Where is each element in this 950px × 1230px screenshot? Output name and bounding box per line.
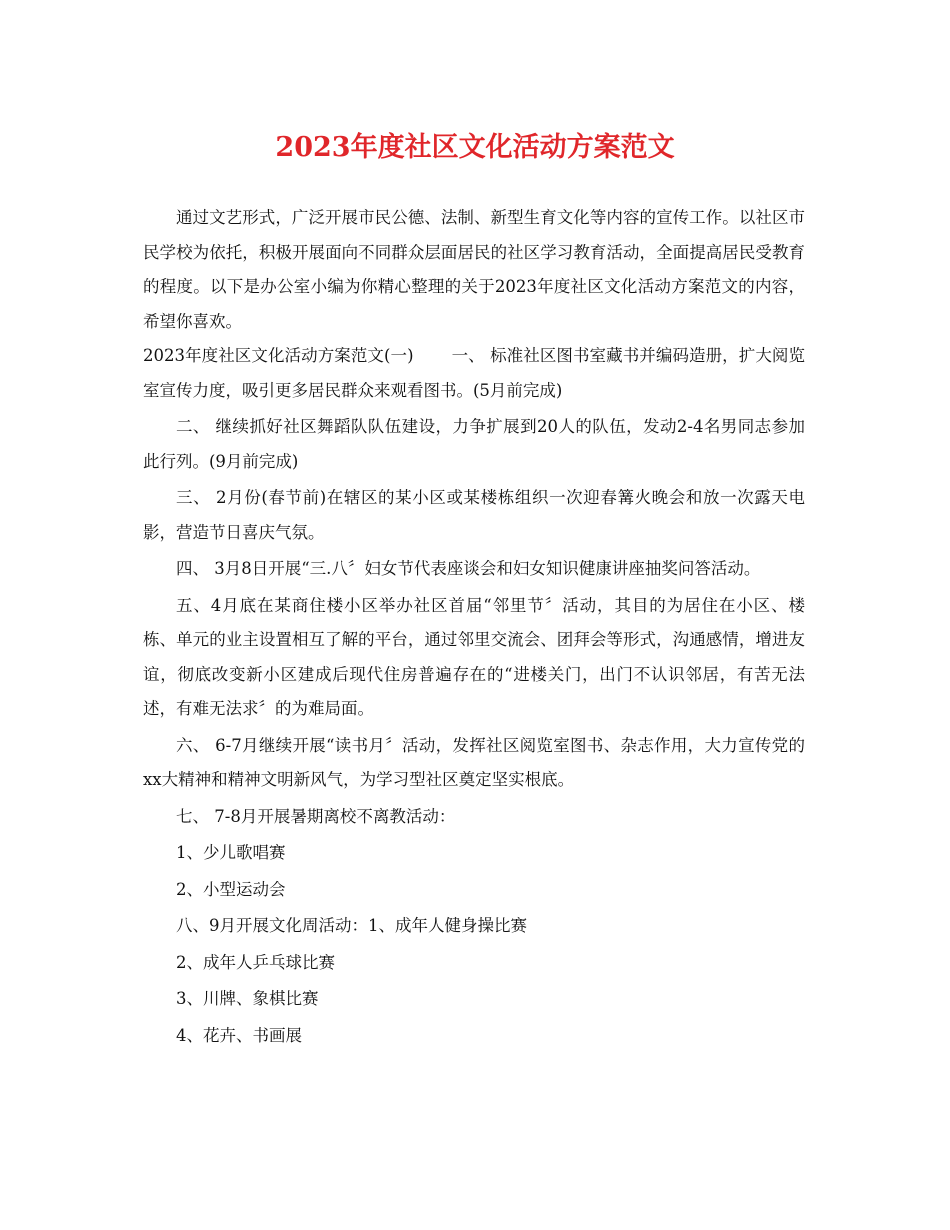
intro-paragraph: 通过文艺形式，广泛开展市民公德、法制、新型生育文化等内容的宣传工作。以社区市民学校为依托，积极开展面向不同群众层面居民的社区学习教育活动，全面提高居民受教育的程度。以下是办公室小编为你精心整理的关于2023年度社区文化活动方案范文的内容，希望你喜欢。 bbox=[143, 208, 805, 331]
item-6: 六、 6-7月继续开展“读书月〞活动，发挥社区阅览室图书、杂志作用，大力宣传党的xx大精神和精神文明新风气，为学习型社区奠定坚实根底。 bbox=[143, 735, 805, 789]
item-8: 八、9月开展文化周活动：1、成年人健身操比赛 bbox=[176, 916, 527, 935]
item-4: 四、 3月8日开展“三.八〞妇女节代表座谈会和妇女知识健康讲座抽奖问答活动。 bbox=[176, 559, 761, 578]
item-2: 二、 继续抓好社区舞蹈队队伍建设，力争扩展到20人的队伍，发动2-4名男同志参加此行列。(9月前完成) bbox=[143, 417, 805, 471]
section-heading-paragraph bbox=[143, 339, 805, 408]
document-body bbox=[143, 201, 805, 1053]
item-8-sub-4: 4、花卉、书画展 bbox=[176, 1025, 302, 1045]
item-7-sub-1: 1、少儿歌唱赛 bbox=[176, 843, 286, 862]
item-8-sub-2: 2、成年人乒乓球比赛 bbox=[176, 952, 335, 972]
item-3: 三、 2月份(春节前)在辖区的某小区或某楼栋组织一次迎春篝火晚会和放一次露天电影，营造节日喜庆气氛。 bbox=[143, 488, 805, 542]
item-5: 五、4月底在某商住楼小区举办社区首届“邻里节〞活动，其目的为居住在小区、楼栋、单元的业主设置相互了解的平台，通过邻里交流会、团拜会等形式，沟通感情，增进友谊，彻底改变新小区建成后现代住房普遍存在的“进楼关门，出门不认识邻居，有苦无法述，有难无法求〞的为难局面。 bbox=[143, 595, 805, 718]
item-7: 七、 7-8月开展暑期离校不离教活动： bbox=[176, 806, 456, 826]
item-7-sub-2: 2、小型运动会 bbox=[176, 879, 286, 899]
document-title: 2023年度社区文化活动方案范文 bbox=[275, 132, 675, 163]
item-8-sub-3: 3、川牌、象棋比赛 bbox=[176, 989, 319, 1008]
item-1: 一、 标准社区图书室藏书并编码造册，扩大阅览室宣传力度，吸引更多居民群众来观看图书。(5月前完成) bbox=[143, 346, 805, 400]
section-heading: 2023年度社区文化活动方案范文(一) bbox=[143, 346, 414, 365]
